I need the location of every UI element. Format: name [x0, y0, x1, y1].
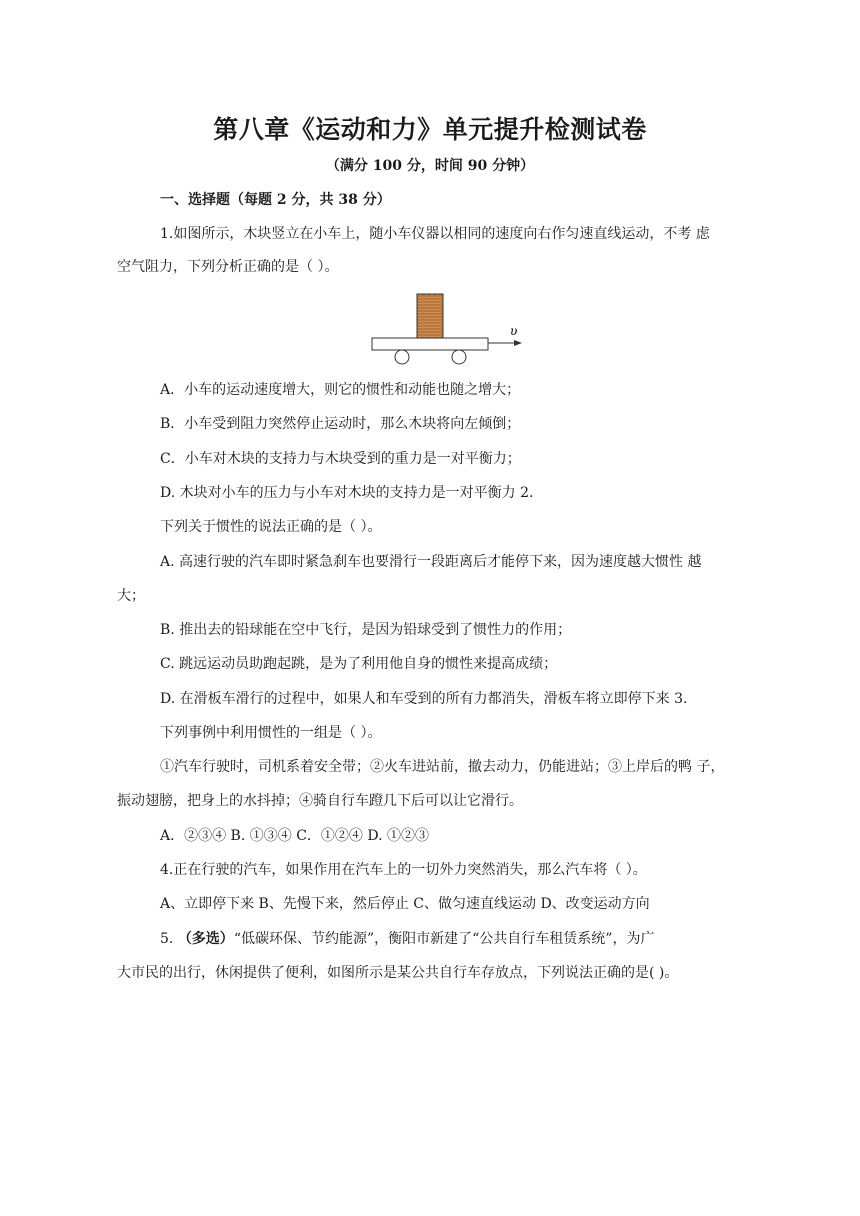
- section-heading: 一、选择题（每题 2 分，共 38 分）: [160, 192, 391, 208]
- question-1-option-b: B．小车受到阻力突然停止运动时，那么木块将向左倾倒；: [160, 416, 521, 432]
- question-2-option-a-line-1: A. 高速行驶的汽车即时紧急刹车也要滑行一段距离后才能停下来，因为速度越大惯性 越: [160, 554, 702, 570]
- question-3-items-line-1: ①汽车行驶时，司机系着安全带；②火车进站前，撤去动力，仍能进站；③上岸后的鸭 子，: [160, 759, 725, 775]
- question-3-items-line-2: 振动翅膀，把身上的水抖掉；④骑自行车蹬几下后可以让它滑行。: [117, 793, 523, 809]
- question-2-option-c: C. 跳远运动员助跑起跳，是为了利用他自身的惯性来提高成绩；: [160, 656, 558, 672]
- question-2-option-a-line-2: 大；: [117, 588, 145, 604]
- question-4-stem: 4.正在行驶的汽车，如果作用在汽车上的一切外力突然消失，那么汽车将（ ）。: [160, 862, 647, 878]
- wooden-block: [417, 294, 443, 338]
- question-3-stem: 下列事例中利用惯性的一组是（ ）。: [160, 725, 382, 741]
- cart-block-figure: [360, 290, 530, 370]
- multiple-choice-tag: （多选）: [177, 931, 234, 947]
- question-5-number: 5.: [160, 931, 174, 947]
- question-1-stem-line-2: 空气阻力，下列分析正确的是（ ）。: [117, 259, 339, 275]
- question-5-stem-line-1: [160, 929, 654, 949]
- question-4-options: A、立即停下来 B、先慢下来，然后停止 C、做匀速直线运动 D、改变运动方向: [160, 896, 650, 912]
- question-1-option-a: A．小车的运动速度增大，则它的惯性和动能也随之增大；: [160, 382, 521, 398]
- question-2-option-d: D. 在滑板车滑行的过程中，如果人和车受到的所有力都消失，滑板车将立即停下来 3.: [160, 691, 688, 707]
- velocity-label: υ: [510, 324, 518, 338]
- question-3-options: A．②③④ B. ①③④ C．①②④ D. ①②③: [160, 828, 429, 844]
- question-1-stem-line-1: 1.如图所示，木块竖立在小车上，随小车仪器以相同的速度向右作匀速直线运动，不考 虑: [160, 226, 710, 242]
- cart-body: [372, 338, 488, 350]
- question-1-option-c: C．小车对木块的支持力与木块受到的重力是一对平衡力；: [160, 451, 521, 467]
- exam-info: （满分 100 分，时间 90 分钟）: [325, 158, 535, 174]
- question-2-stem: 下列关于惯性的说法正确的是（ ）。: [160, 519, 382, 535]
- page-title: 第八章《运动和力》单元提升检测试卷: [213, 115, 647, 144]
- question-5-stem-line-2: 大市民的出行，休闲提供了便利，如图所示是某公共自行车存放点，下列说法正确的是( )。: [117, 965, 679, 981]
- question-2-option-b: B. 推出去的铅球能在空中飞行，是因为铅球受到了惯性力的作用；: [160, 622, 572, 638]
- velocity-arrow-head: [514, 340, 522, 346]
- question-1-option-d: D. 木块对小车的压力与小车对木块的支持力是一对平衡力 2.: [160, 485, 534, 501]
- cart-wheel-left: [395, 350, 409, 364]
- question-5-text: “低碳环保、节约能源”，衡阳市新建了“公共自行车租赁系统”，为广: [233, 931, 655, 947]
- cart-wheel-right: [452, 350, 466, 364]
